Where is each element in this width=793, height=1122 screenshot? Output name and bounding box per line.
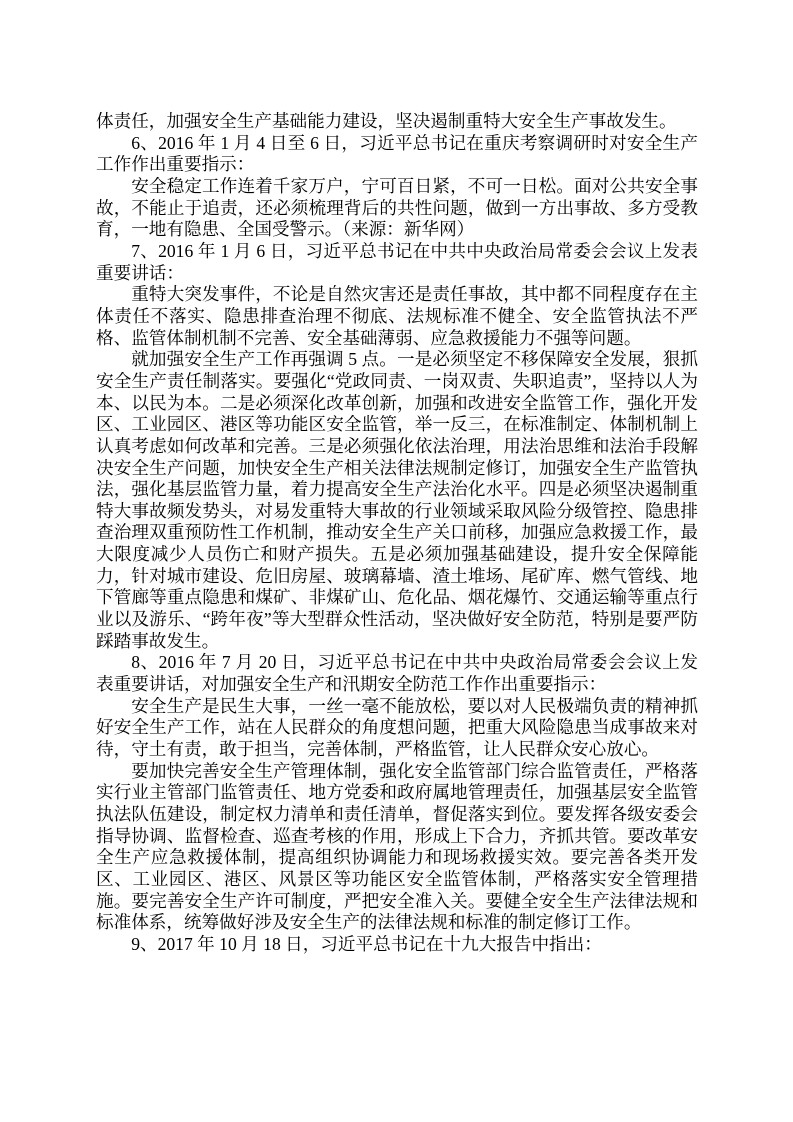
paragraph: 安全生产是民生大事，一丝一毫不能放松，要以对人民极端负责的精神抓好安全生产工作，站在人民群众的角度想问题，把重大风险隐患当成事故来对待，守土有责，敢于担当，完善体制，严格监管，让人民群众安心放心。 bbox=[96, 695, 698, 760]
paragraph: 就加强安全生产工作再强调 5 点。一是必须坚定不移保障安全发展，狠抓安全生产责任制落实。要强化“党政同责、一岗双责、失职追责”，坚持以人为本、以民为本。二是必须深化改革创新，加强和改进安全监管工作，强化开发区、工业园区、港区等功能区安全监管，举一反三，在标准制定、体制机制上认真考虑如何改革和完善。三是必须强化依法治理，用法治思维和法治手段解决安全生产问题，加快安全生产相关法律法规制定修订，加强安全生产监管执法，强化基层监管力量，着力提高安全生产法治化水平。四是必须坚决遏制重特大事故频发势头，对易发重特大事故的行业领域采取风险分级管控、隐患排查治理双重预防性工作机制，推动安全生产关口前移，加强应急救援工作，最大限度减少人员伤亡和财产损失。五是必须加强基础建设，提升安全保障能力，针对城市建设、危旧房屋、玻璃幕墙、渣土堆场、尾矿库、燃气管线、地下管廊等重点隐患和煤矿、非煤矿山、危化品、烟花爆竹、交通运输等重点行业以及游乐、“跨年夜”等大型群众性活动，坚决做好安全防范，特别是要严防踩踏事故发生。 bbox=[96, 349, 698, 651]
paragraph: 8、2016 年 7 月 20 日，习近平总书记在中共中央政治局常委会会议上发表重要讲话，对加强安全生产和汛期安全防范工作作出重要指示： bbox=[96, 652, 698, 695]
paragraph: 7、2016 年 1 月 6 日，习近平总书记在中共中央政治局常委会会议上发表重要讲话： bbox=[96, 240, 698, 283]
paragraph: 体责任，加强安全生产基础能力建设，坚决遏制重特大安全生产事故发生。 bbox=[96, 111, 677, 131]
paragraph: 要加快完善安全生产管理体制，强化安全监管部门综合监管责任，严格落实行业主管部门监管责任、地方党委和政府属地管理责任，加强基层安全监管执法队伍建设，制定权力清单和责任清单，督促落实到位。要发挥各级安委会指导协调、监督检查、巡查考核的作用，形成上下合力，齐抓共管。要改革安全生产应急救援体制，提高组织协调能力和现场救援实效。要完善各类开发区、工业园区、港区、风景区等功能区安全监管体制，严格落实安全管理措施。要完善安全生产许可制度，严把安全准入关。要健全安全生产法律法规和标准体系，统筹做好涉及安全生产的法律法规和标准的制定修订工作。 bbox=[96, 760, 698, 933]
document-body bbox=[96, 111, 698, 956]
paragraph: 安全稳定工作连着千家万户，宁可百日紧，不可一日松。面对公共安全事故，不能止于追责，还必须梳理背后的共性问题，做到一方出事故、多方受教育，一地有隐患、全国受警示。（来源：新华网） bbox=[96, 175, 698, 240]
paragraph: 6、2016 年 1 月 4 日至 6 日，习近平总书记在重庆考察调研时对安全生产工作作出重要指示： bbox=[96, 132, 698, 175]
paragraph: 9、2017 年 10 月 18 日，习近平总书记在十九大报告中指出： bbox=[131, 933, 602, 954]
paragraph: 重特大突发事件，不论是自然灾害还是责任事故，其中都不同程度存在主体责任不落实、隐患排查治理不彻底、法规标准不健全、安全监管执法不严格、监管体制机制不完善、安全基础薄弱、应急救援能力不强等问题。 bbox=[96, 284, 698, 348]
